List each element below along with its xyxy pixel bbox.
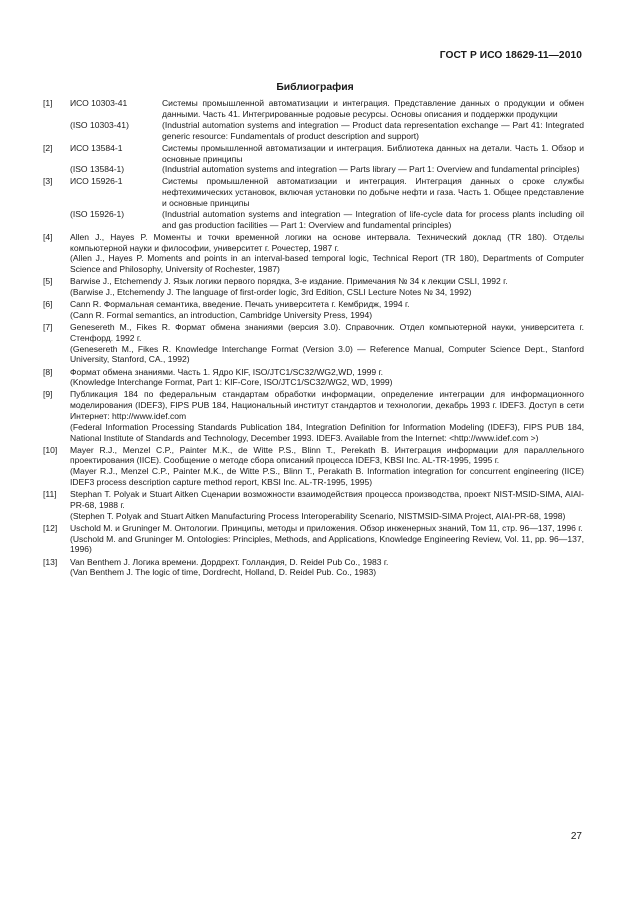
standard-code: ИСО 10303-41 <box>70 98 128 109</box>
entry-number: [6] <box>43 299 53 310</box>
bibliography-entry <box>43 523 584 555</box>
reference-text: Stephan T. Polyak и Stuart Aitken Сценарии возможности взаимодействия процесса производства, проект NIST-MSID-SIMA, AIAI-PR-68, 1988 г. <box>70 489 584 510</box>
standard-line <box>70 143 584 165</box>
reference-text: Van Benthem J. Логика времени. Дордрехт. Голландия, D. Reidel Pub Co., 1983 г. <box>70 556 389 567</box>
reference-original-text: (Van Benthem J. The logic of time, Dordrecht, Holland, D. Reidel Pub. Co., 1983) <box>70 567 377 578</box>
standard-code: (ISO 15926-1) <box>70 208 125 219</box>
entry-number: [10] <box>43 444 58 455</box>
bibliography-entry <box>43 232 584 275</box>
entry-content <box>70 299 584 321</box>
reference-original-text: (Stephen T. Polyak and Stuart Aitken Manufacturing Process Interoperability Scenario, NISTMSID-SIMA Project, AIAI-PR-68, 1998) <box>70 510 566 521</box>
entry-content <box>70 523 584 555</box>
bibliography-entry <box>43 557 584 579</box>
reference-original-text: (Knowledge Interchange Format, Part 1: KIF-Core, ISO/JTC1/SC32/WG2, WD, 1999) <box>70 377 393 388</box>
entry-number: [13] <box>43 556 58 567</box>
standard-code: ИСО 15926-1 <box>70 176 123 187</box>
entry-content <box>70 176 584 230</box>
reference-text: Публикация 184 по федеральным стандартам обработки информации, определение интеграции для информационного моделирования (IDEF3), FIPS PUB 184, Национальный институт стандартов и технологии, декабрь 1993 г. IDEF3. Доступ в сети Интернет: http://www.idef.com <box>70 389 584 421</box>
reference-original-text: (Cann R. Formal semantics, an introduction, Cambridge University Press, 1994) <box>70 309 373 320</box>
bibliography-entry <box>43 143 584 175</box>
reference-original-text: (Allen J., Hayes P. Moments and points in an interval-based temporal logic, Technical Report (TR 180), Departments of Computer Science and Philosophy, University of Rochester, 1987) <box>70 253 584 275</box>
reference-original-text: (Genesereth M., Fikes R. Knowledge Interchange Format (Version 3.0) — Reference Manual, Computer Science Dept., Stanford University, Stanford, CA., 1992) <box>70 343 584 365</box>
entry-content <box>70 322 584 365</box>
bibliography-entry <box>43 176 584 230</box>
standard-code: ИСО 13584-1 <box>70 142 123 153</box>
bibliography-entry <box>43 299 584 321</box>
entry-content <box>70 367 584 389</box>
bibliography-entry <box>43 322 584 365</box>
standard-line <box>70 176 584 208</box>
standard-title: (Industrial automation systems and integration — Product data representation exchange — Part 41: Integrated generic resource: Fundamentals of product description and support) <box>162 119 584 141</box>
section-title: Библиография <box>276 82 354 93</box>
bibliography-entry <box>43 98 584 141</box>
entry-number: [11] <box>43 489 57 500</box>
entry-number: [3] <box>43 176 53 187</box>
entry-content <box>70 232 584 275</box>
standard-code: (ISO 10303-41) <box>70 119 129 130</box>
bibliography-entry <box>43 445 584 488</box>
entry-content <box>70 445 584 488</box>
standard-title: (Industrial automation systems and integration — Integration of life-cycle data for process plants including oil and gas production facilities — Part 1: Overview and fundamental principles) <box>162 208 584 230</box>
entry-number: [8] <box>43 366 53 377</box>
standard-title: Системы промышленной автоматизации и интеграция. Интеграция данных о сроке службы нефтехимических установок, включая установки по добыче нефти и газа. Часть 1. Общее представление и основные принципы <box>162 176 584 209</box>
entry-number: [4] <box>43 231 53 242</box>
reference-text: Mayer R.J., Menzel C.P., Painter M.K., de Witte P.S., Blinn T., Perekath B. Интеграция информации для параллельного проектирования (IICE). Сообщение о методе сбора описаний процесса IDEF3, KBSI Inc. AL-TR-1995, 1995 г. <box>70 444 584 466</box>
bibliography-entry <box>43 276 584 298</box>
entry-content <box>70 98 584 141</box>
reference-text: Формат обмена знаниями. Часть 1. Ядро KIF, ISO/JTC1/SC32/WG2,WD, 1999 г. <box>70 366 384 377</box>
standard-title: Системы промышленной автоматизации и интеграция. Представление данных о продукции и обмен данными. Часть 41. Интегрированные родовые ресурсы. Основы описания и поддержки продукции <box>162 98 584 120</box>
entry-number: [5] <box>43 276 53 287</box>
reference-original-text: (Uschold M. and Gruninger M. Ontologies: Principles, Methods, and Applications, Knowledge Engineering Review, Vol. 11, pp. 96—137, 1996) <box>70 533 584 555</box>
standard-line <box>70 209 584 231</box>
reference-text: Uschold M. и Gruninger M. Онтологии. Принципы, методы и приложения. Обзор инженерных знаний, Том 11, стр. 96—137, 1996 г. <box>70 522 583 533</box>
reference-original-text: (Federal Information Processing Standards Publication 184, Integration Definition for Information Modeling (IDEF3), FIPS PUB 184, National Institute of Standards and Technology, December 1993. IDEF3. Available from the Internet: <http://www.idef.com >) <box>70 421 584 443</box>
reference-text: Allen J., Hayes P. Моменты и точки временной логики на основе интервала. Технический доклад (TR 180). Отделы компьютерной науки и философии, университет г. Рочестер, 1987 г. <box>70 231 584 253</box>
standard-line <box>70 98 584 120</box>
entry-number: [9] <box>43 389 53 400</box>
standard-line <box>70 164 584 175</box>
reference-text: Barwise J., Etchemendy J. Язык логики первого порядка, 3-е издание. Примечания № 34 к лекции CSLI, 1992 г. <box>70 276 508 287</box>
reference-original-text: (Barwise J., Etchemendy J. The language of first-order logic, 3rd Edition, CSLI Lecture Notes № 34, 1992) <box>70 287 472 298</box>
entry-number: [7] <box>43 322 53 333</box>
reference-text: Cann R. Формальная семантика, введение. Печать университета г. Кембридж, 1994 г. <box>70 299 410 310</box>
entry-content <box>70 489 584 521</box>
entry-number: [1] <box>43 98 53 109</box>
bibliography-entry <box>43 389 584 443</box>
entry-content <box>70 389 584 443</box>
document-header: ГОСТ Р ИСО 18629-11—2010 <box>439 50 582 61</box>
bibliography-entry <box>43 367 584 389</box>
standard-line <box>70 120 584 142</box>
bibliography-entry <box>43 489 584 521</box>
entry-number: [12] <box>43 522 58 533</box>
standard-title: (Industrial automation systems and integration — Parts library — Part 1: Overview and fundamental principles) <box>162 164 580 175</box>
entry-number: [2] <box>43 142 53 153</box>
entry-content <box>70 276 584 298</box>
bibliography-list <box>43 97 584 578</box>
entry-content <box>70 143 584 175</box>
standard-code: (ISO 13584-1) <box>70 164 125 175</box>
page-number: 27 <box>570 831 582 842</box>
entry-content <box>70 557 584 579</box>
standard-title: Системы промышленной автоматизации и интеграция. Библиотека данных на детали. Часть 1. Обзор и основные принципы <box>162 142 584 164</box>
reference-text: Genesereth M., Fikes R. Формат обмена знаниями (версия 3.0). Справочник. Отдел компьютерной науки, университета г. Стенфорд. 1992 г. <box>70 322 584 343</box>
reference-original-text: (Mayer R.J., Menzel C.P., Painter M.K., de Witte P.S., Blinn T., Perakath B. Information integration for concurrent engineering (IICE) IDEF3 process description capture method report, KBSI Inc. AL-TR-1995, 1995) <box>70 466 584 488</box>
